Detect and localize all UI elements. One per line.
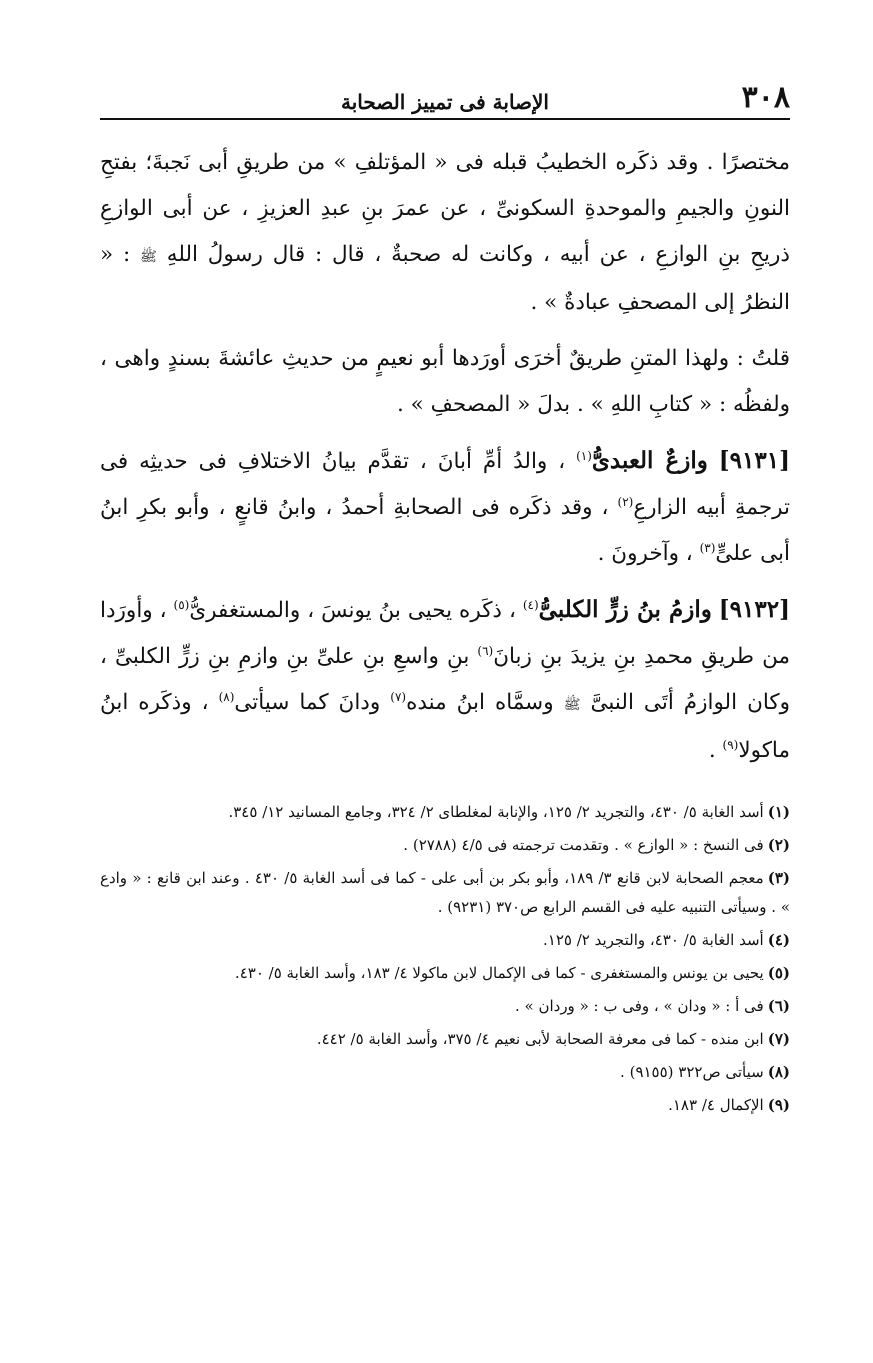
footnote-number: (٦) (767, 997, 790, 1015)
footnote-ref[interactable]: (٢) (617, 494, 634, 509)
footnote-text: يحيى بن يونس والمستغفرى - كما فى الإكمال لابن ماكولا ٤/ ١٨٣، وأسد الغابة ٥/ ٤٣٠. (234, 964, 764, 982)
entry-number: [٩١٣٢] (718, 596, 790, 623)
footnote-number: (٩) (767, 1096, 790, 1114)
footnote-ref[interactable]: (٥) (173, 597, 190, 612)
footnote-ref[interactable]: (٧) (390, 689, 407, 704)
paragraph-hadith-text: مختصرًا . وقد ذكَره الخطيبُ قبله فى « المؤتلفِ » من طريقِ أبى نَجبةَ؛ بفتحِ النونِ والجيمِ والموحدةِ السكونىِّ ، عن عمرَ بنِ عبدِ العزيزِ ، عن أبى الوازعِ ذريحِ بنِ الوازعِ ، عن أبيه ، وكانت له صحبةٌ ، قال : قال رسولُ اللهِ (100, 150, 790, 267)
footnote-ref[interactable]: (٦) (477, 643, 494, 658)
honorific-glyph: ﷺ (563, 697, 581, 713)
footnote-number: (٨) (767, 1063, 790, 1081)
footnote-text: ابن منده - كما فى معرفة الصحابة لأبى نعيم ٤/ ٣٧٥، وأسد الغابة ٥/ ٤٤٢. (316, 1030, 764, 1048)
footnote-number: (١) (767, 803, 790, 821)
page-header (100, 70, 790, 120)
entry-9131 (100, 438, 790, 577)
entry-name: وازمُ بنُ زرٍّ الكلبىُّ (538, 596, 712, 623)
main-text (100, 140, 790, 774)
footnote-ref[interactable]: (١) (576, 448, 592, 463)
footnote-number: (٢) (767, 836, 790, 854)
footnote-text: فى أ : « ودان » ، وفى ب : « وردان » . (514, 997, 764, 1015)
footnote-number: (٧) (767, 1030, 790, 1048)
entry-text: وسمَّاه ابنُ منده (406, 690, 554, 715)
footnote-ref[interactable]: (٣) (699, 540, 716, 555)
entry-text: ، وذكَره ابنُ ماكولا (100, 690, 790, 763)
footnote-7 (100, 1025, 790, 1054)
entry-name: وازعٌ العبدىُّ (591, 447, 708, 474)
footnote-number: (٥) (767, 964, 790, 982)
footnote-text: سيأتى ص٣٢٢ (٩١٥٥) . (620, 1063, 764, 1081)
footnote-3 (100, 864, 790, 922)
footnote-text: فى النسخ : « الوازع » . وتقدمت ترجمته فى ٤/٥ (٢٧٨٨) . (403, 836, 764, 854)
entry-text: ، وقد ذكَره فى الصحابةِ أحمدُ ، وابنُ قانعٍ ، وأبو بكرِ ابنُ أبى علىٍّ (100, 495, 790, 566)
footnote-2 (100, 831, 790, 860)
entry-number: [٩١٣١] (718, 447, 790, 474)
footnote-5 (100, 959, 790, 988)
entry-text: ، وآخرونَ . (597, 541, 693, 566)
footnote-text: أسد الغابة ٥/ ٤٣٠، والتجريد ٢/ ١٢٥. (542, 931, 764, 949)
footnote-text: معجم الصحابة لابن قانع ٣/ ١٨٩، وأبو بكر بن أبى على - كما فى أسد الغابة ٥/ ٤٣٠ . وعند ابن قانع : « وادع » . وسيأتى التنبيه عليه فى القسم الرابع ص٣٧٠ (٩٢٣١) . (100, 869, 790, 916)
page-number: ٣٠٨ (741, 80, 790, 115)
footnote-8 (100, 1058, 790, 1087)
paragraph-hadith-quote: : « النظرُ إلى المصحفِ عبادةٌ » . (100, 242, 790, 315)
footnote-6 (100, 992, 790, 1021)
entry-text: . (708, 738, 716, 763)
footnote-ref[interactable]: (٩) (722, 737, 739, 752)
footnote-text: أسد الغابة ٥/ ٤٣٠، والتجريد ٢/ ١٢٥، والإنابة لمغلطاى ٢/ ٣٢٤، وجامع المسانيد ١٢/ ٣٤٥. (228, 803, 764, 821)
footnote-4 (100, 926, 790, 955)
footnotes (100, 798, 790, 1120)
paragraph-comment (100, 336, 790, 428)
footnote-number: (٤) (767, 931, 790, 949)
footnote-number: (٣) (767, 869, 790, 887)
book-page (100, 70, 790, 1124)
entry-9132 (100, 587, 790, 774)
honorific-glyph: ﷺ (140, 249, 157, 265)
footnote-1 (100, 798, 790, 827)
footnote-text: الإكمال ٤/ ١٨٣. (668, 1096, 764, 1114)
entry-text: ، ذكَره يحيى بنُ يونسَ ، والمستغفرىُّ (189, 598, 516, 623)
paragraph-hadith (100, 140, 790, 326)
running-title: الإصابة فى تمييز الصحابة (341, 90, 549, 114)
entry-text: ، وأورَدا من طريقِ محمدِ بنِ يزيدَ بنِ زبانَ (100, 598, 790, 669)
entry-text: ، والدُ أمِّ أبانَ ، تقدَّم بيانُ الاختلافِ فى حديثِه فى ترجمةِ أبيه الزارعِ (100, 449, 790, 520)
entry-text: بنِ واسعِ بنِ علىِّ بنِ وازمِ بنِ زرٍّ الكلبىِّ ، وكان الوازمُ أتَى النبىَّ (100, 644, 791, 715)
footnote-9 (100, 1091, 790, 1120)
footnote-ref[interactable]: (٨) (218, 689, 235, 704)
entry-text: ودانَ كما سيأتى (234, 690, 381, 715)
footnote-ref[interactable]: (٤) (522, 597, 539, 612)
paragraph-comment-text: قلتُ : ولهذا المتنِ طريقٌ أخرَى أورَدها أبو نعيمٍ من حديثِ عائشةَ بسندٍ واهى ، ولفظُه : « كتابِ اللهِ » . بدلَ « المصحفِ » . (100, 346, 790, 417)
